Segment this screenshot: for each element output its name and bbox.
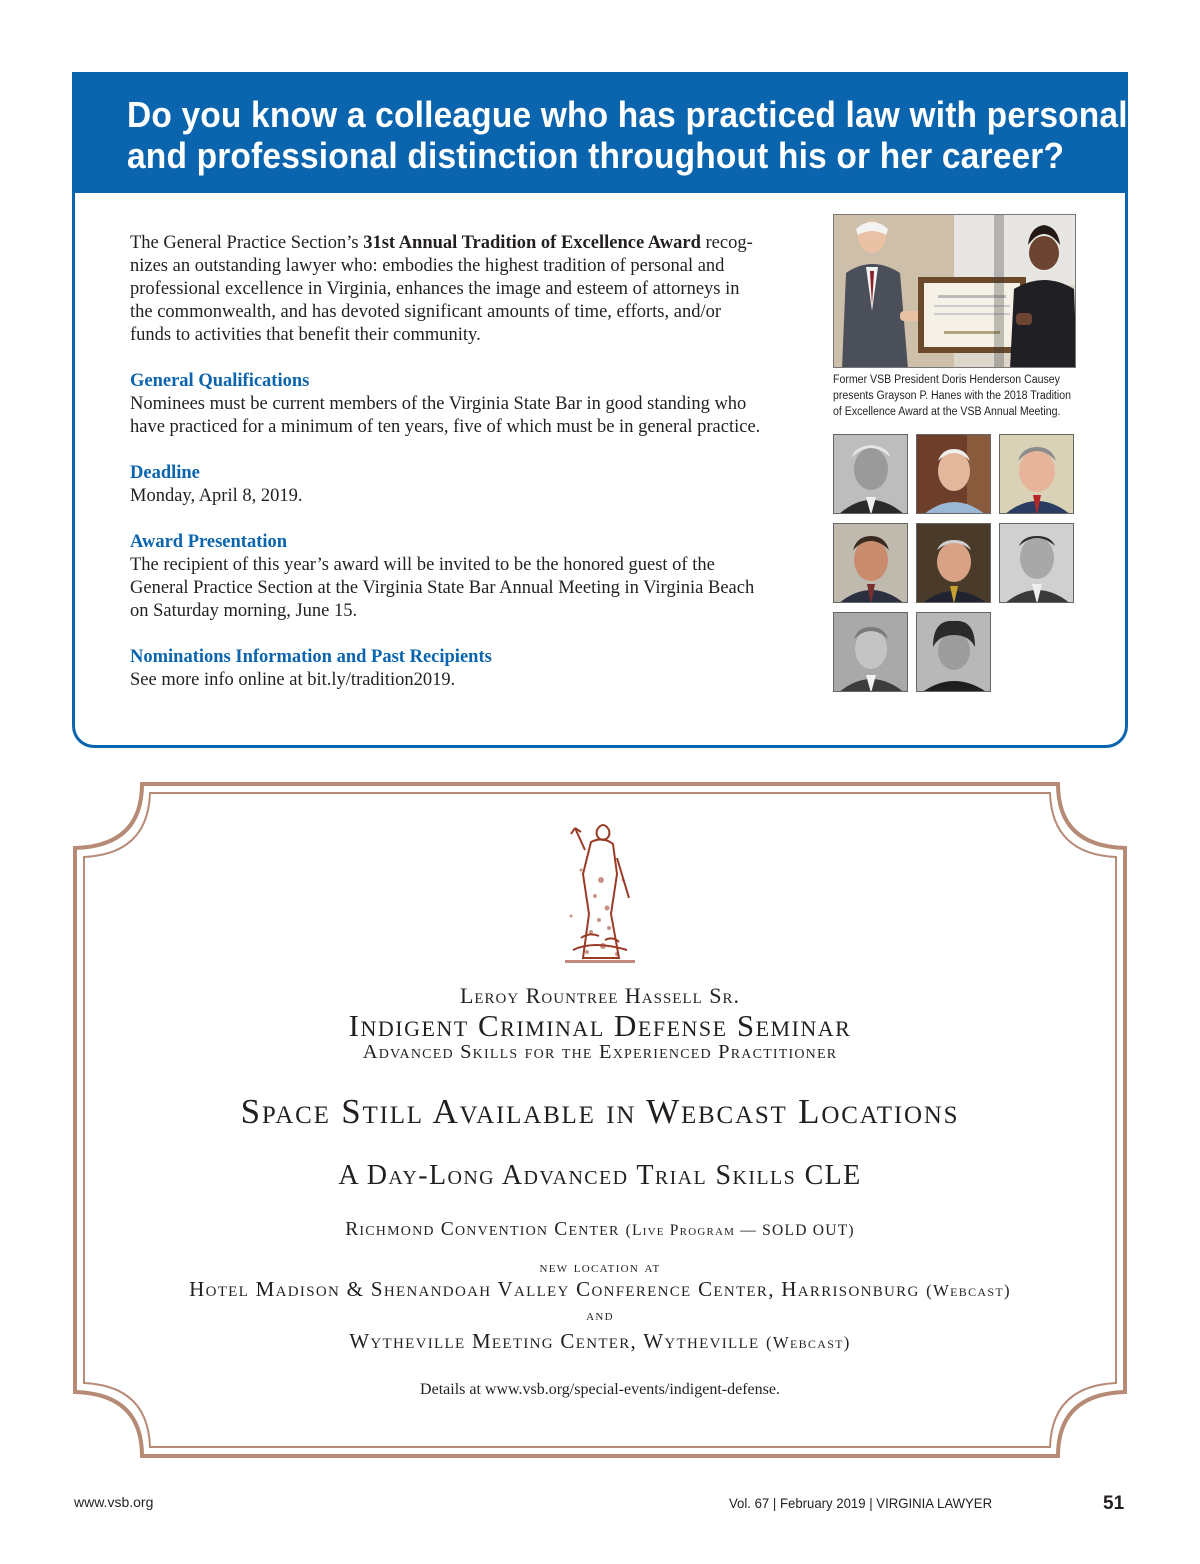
- portrait-illustration: [1000, 524, 1074, 603]
- headline-line-1: Do you know a colleague who has practiced law with personal: [127, 94, 1128, 135]
- seminar-details-link[interactable]: Details at www.vsb.org/special-events/indigent-defense.: [420, 1381, 780, 1398]
- award-presentation-illustration: [834, 215, 1076, 368]
- intro-line-1: The General Practice Section’s 31st Annual Tradition of Excellence Award recog-: [130, 233, 753, 253]
- seminar-title: Indigent Criminal Defense Seminar: [348, 1008, 852, 1043]
- nominations-link-text[interactable]: See more info online at bit.ly/tradition2019.: [130, 670, 456, 690]
- presentation-line-1: The recipient of this year’s award will be invited to be the honored guest of the: [130, 555, 715, 575]
- intro-line-2: nizes an outstanding lawyer who: embodies the highest tradition of personal and: [130, 256, 725, 276]
- past-recipient-portrait: [833, 523, 908, 603]
- deadline-text: Monday, April 8, 2019.: [130, 486, 303, 506]
- past-recipient-portrait: [999, 523, 1074, 603]
- presentation-heading: Award Presentation: [130, 532, 288, 552]
- presentation-line-3: on Saturday morning, June 15.: [130, 601, 358, 621]
- portrait-illustration: [917, 435, 991, 514]
- seminar-subtitle: Advanced Skills for the Experienced Practitioner: [362, 1041, 838, 1063]
- award-presentation-photo: [833, 214, 1076, 368]
- intro-line-4: the commonwealth, and has devoted significant amounts of time, efforts, and/or: [130, 302, 721, 322]
- deadline-heading: Deadline: [130, 463, 200, 483]
- past-recipient-portrait: [833, 434, 908, 514]
- harrisonburg-location: Hotel Madison & Shenandoah Valley Conference Center, Harrisonburg (Webcast): [189, 1277, 1011, 1301]
- portrait-illustration: [834, 524, 908, 603]
- qualifications-line-1: Nominees must be current members of the Virginia State Bar in good standing who: [130, 394, 747, 414]
- intro-line-3: professional excellence in Virginia, enhances the image and esteem of attorneys in: [130, 279, 740, 299]
- space-available-heading: Space Still Available in Webcast Locations: [240, 1092, 960, 1131]
- wytheville-location: Wytheville Meeting Center, Wytheville (Webcast): [349, 1329, 851, 1353]
- footer-website[interactable]: www.vsb.org: [74, 1494, 154, 1510]
- past-recipient-portrait: [833, 612, 908, 692]
- cle-description: A Day-Long Advanced Trial Skills CLE: [338, 1160, 862, 1191]
- portrait-illustration: [917, 613, 991, 692]
- presentation-line-2: General Practice Section at the Virginia State Bar Annual Meeting in Virginia Beach: [130, 578, 755, 598]
- photo-caption: Former VSB President Doris Henderson Causey presents Grayson P. Hanes with the 2018 Tradition of Excellence Award at the VSB Annual Meeting.: [833, 374, 1072, 418]
- new-location-label: new location at: [539, 1259, 661, 1276]
- award-header-banner: [72, 72, 1128, 193]
- portrait-illustration: [834, 613, 908, 692]
- portrait-illustration: [834, 435, 908, 514]
- richmond-location: Richmond Convention Center (Live Program — SOLD OUT): [345, 1219, 855, 1240]
- qualifications-heading: General Qualifications: [130, 371, 310, 391]
- page-number: 51: [1103, 1493, 1125, 1514]
- footer-issue-info: Vol. 67 | February 2019 | VIRGINIA LAWYER: [729, 1495, 993, 1511]
- virginia-seal-figure-logo: [561, 820, 639, 968]
- seminar-honoree-name: Leroy Rountree Hassell Sr.: [459, 983, 741, 1008]
- award-name: 31st Annual Tradition of Excellence Award: [363, 233, 701, 253]
- award-headline: [127, 94, 1128, 176]
- award-announcement-box: [72, 72, 1128, 748]
- past-recipient-portrait: [916, 434, 991, 514]
- qualifications-line-2: have practiced for a minimum of ten years, five of which must be in general practice.: [130, 417, 761, 437]
- intro-line-5: funds to activities that benefit their community.: [130, 325, 481, 345]
- past-recipient-portrait: [916, 612, 991, 692]
- headline-line-2: and professional distinction throughout his or her career?: [127, 135, 1065, 176]
- past-recipient-portrait: [916, 523, 991, 603]
- award-body-text: [130, 232, 830, 692]
- portrait-illustration: [917, 524, 991, 603]
- and-label: and: [586, 1307, 614, 1324]
- nominations-heading: Nominations Information and Past Recipients: [130, 647, 492, 667]
- portrait-illustration: [1000, 435, 1074, 514]
- past-recipient-portrait: [999, 434, 1074, 514]
